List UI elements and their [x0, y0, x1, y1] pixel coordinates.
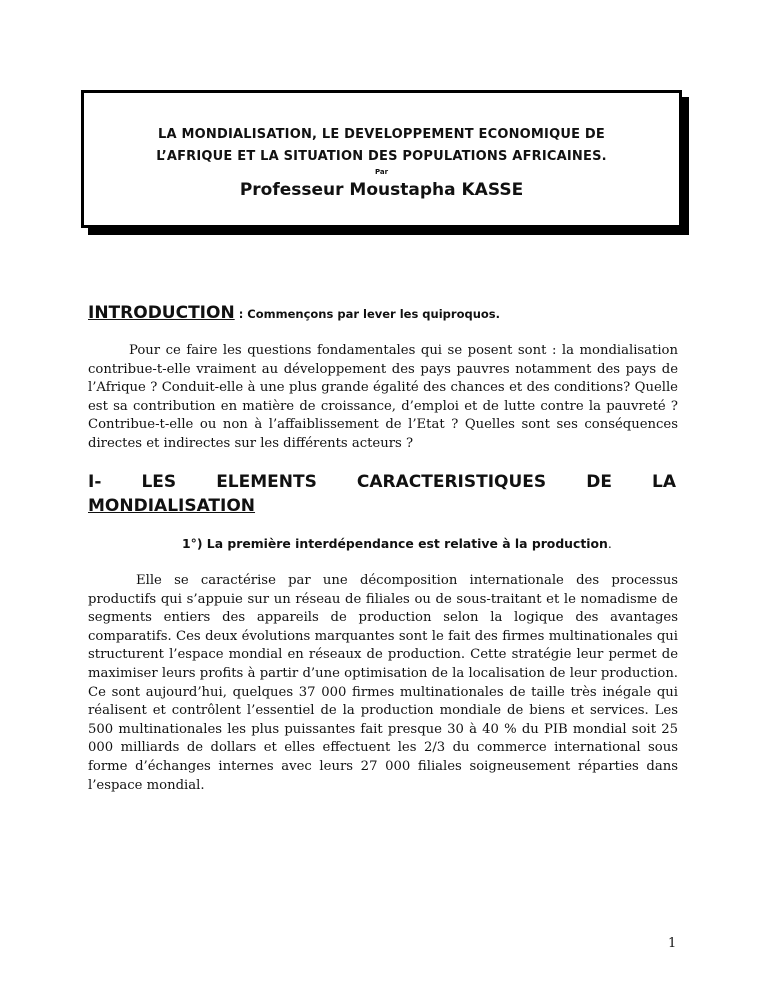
introduction-heading: INTRODUCTION: [88, 303, 235, 323]
section-heading-word: LA: [651, 472, 676, 492]
introduction-subtitle: : Commençons par lever les quiproquos.: [234, 307, 501, 321]
author-name: Professeur Moustapha KASSE: [239, 180, 524, 200]
section-heading-word: LES: [141, 472, 177, 492]
document-title-line-2: L’AFRIQUE ET LA SITUATION DES POPULATIONS AFRICAINES.: [156, 149, 607, 164]
document-title-line-1: LA MONDIALISATION, LE DEVELOPPEMENT ECONOMIQUE DE: [158, 127, 605, 142]
introduction-heading-line: [88, 303, 688, 323]
title-box: [81, 90, 682, 228]
page-number: 1: [668, 936, 677, 951]
section-paragraph: Elle se caractérise par une décomposition internationale des processus productifs qui s’appuie sur un réseau de filiales ou de sous-traitant et le nomadisme de segments entiers des appareils de production selon la logique des avantages comparatifs. Ces deux évolutions marquantes sont le fait des firmes multinationales qui structurent l’espace mondial en réseaux de production. Cette stratégie leur permet de maximiser leurs profits à partir d’une optimisation de la localisation de leur production. Ce sont aujourd’hui, quelques 37 000 firmes multinationales de taille très inégale qui réalisent et contrôlent l’essentiel de la production mondiale de biens et services. Les 500 multinationales les plus puissantes fait presque 30 à 40 % du PIB mondial soit 25 000 milliards de dollars et elles effectuent les 2/3 du commerce international sous forme d’échanges internes avec leurs 27 000 filiales soigneusement réparties dans l’espace mondial.: [88, 573, 678, 793]
par-label: Par: [374, 168, 389, 176]
section-heading-word: CARACTERISTIQUES: [356, 472, 547, 492]
section-heading-line-2: MONDIALISATION: [88, 496, 256, 516]
section-heading-word: I-: [88, 472, 102, 492]
subsection-heading: [182, 536, 612, 551]
subsection-heading-text: 1°) La première interdépendance est relative à la production: [182, 536, 608, 551]
introduction-paragraph: Pour ce faire les questions fondamentales qui se posent sont : la mondialisation contribue-t-elle vraiment au développement des pays pauvres notamment des pays de l’Afrique ? Conduit-elle à une plus grande égalité des chances et des conditions? Quelle est sa contribution en matière de croissance, d’emploi et de lutte contre la pauvreté ? Contribue-t-elle ou non à l’affaiblissement de l’Etat ? Quelles sont ses conséquences directes et indirectes sur les différents acteurs ?: [88, 343, 678, 451]
section-heading-line-1: [88, 472, 676, 492]
subsection-heading-period: .: [607, 536, 612, 551]
section-heading-word: ELEMENTS: [216, 472, 317, 492]
section-heading-word: DE: [586, 472, 612, 492]
